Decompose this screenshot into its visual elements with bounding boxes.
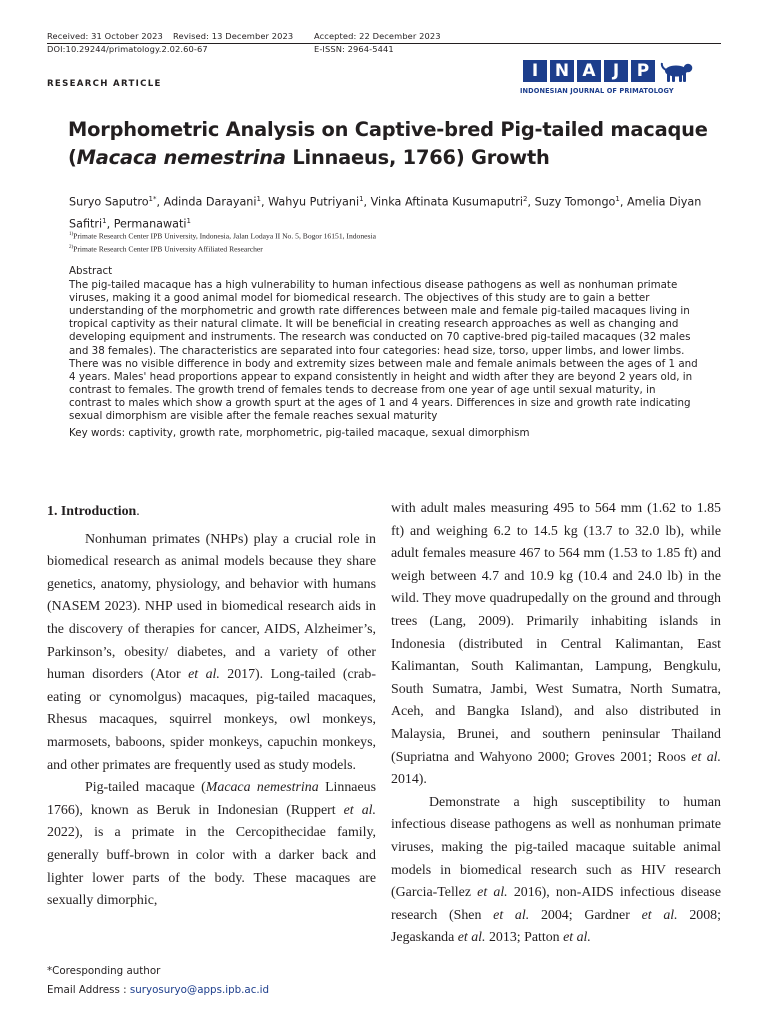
header-rule xyxy=(47,43,721,44)
doi[interactable]: DOI:10.29244/primatology.2.02.60-67 xyxy=(47,44,208,54)
journal-name: INDONESIAN JOURNAL OF PRIMATOLOGY xyxy=(520,87,674,95)
author: Suryo Saputro xyxy=(69,195,149,209)
logo-letter: I xyxy=(523,60,547,82)
paragraph-text: 2016), non-AIDS infectious disease research (Shen xyxy=(391,885,721,923)
corresponding-author-label: *Coresponding author xyxy=(47,965,161,977)
email-line xyxy=(47,981,269,1000)
body-column-left xyxy=(47,501,376,913)
citation-etal: et al. xyxy=(188,667,220,683)
paragraph-text: 2004; Gardner xyxy=(529,907,642,923)
citation-etal: et al. xyxy=(343,802,376,818)
email-link[interactable]: suryosuryo@apps.ipb.ac.id xyxy=(129,984,270,996)
author-affil-mark: 1 xyxy=(256,195,261,203)
email-label: Email Address : xyxy=(47,984,130,996)
accepted-date: Accepted: 22 December 2023 xyxy=(314,31,441,41)
citation-etal: et al. xyxy=(493,907,530,923)
citation-etal: et al. xyxy=(457,930,486,946)
paragraph xyxy=(391,792,721,950)
species-name: Macaca nemestrina xyxy=(205,780,319,796)
author-affil-mark: 1 xyxy=(615,195,620,203)
author: , Permanawati xyxy=(106,217,187,231)
title-line-2 xyxy=(68,144,728,172)
body-column-right xyxy=(391,498,721,950)
intro-heading: 1. Introduction xyxy=(47,504,137,519)
affiliation xyxy=(69,229,709,242)
section-heading xyxy=(47,501,376,524)
title-line-1: Morphometric Analysis on Captive-bred Pig-tailed macaque xyxy=(68,118,708,141)
eissn: E-ISSN: 2964-5441 xyxy=(314,44,394,54)
abstract-text: The pig-tailed macaque has a high vulnerability to human infectious disease pathogens as well as nonhuman primate viruses, making it a good animal model for biomedical research. The objectives of this study are to gain a better understanding of the morphometric and growth rate differences between male and female pig-tailed macaques living in tropical captivity as their natural climate. It will be beneficial in creating research approaches as well as changing and developing equipment and instruments. The research was conducted on 70 captive-bred pig-tailed macaques (32 males and 38 females). The characteristics are separated into four categories: head size, torso, upper limbs, and lower limbs. There was no visible difference in body and extremity sizes between male and female animals between the ages of 1 and 4 years. Males' head proportions appear to expand consistently in height and width after they are beyond 2 years old, in contrast to females. The growth trend of females tends to decrease from one year of age until sexual maturity, in contrast to males which show a growth spurt at the ages of 1 and 4 years. Differences in size and growth rate indicating sexual dimorphism are visible after the female reaches sexual maturity xyxy=(69,279,698,423)
journal-logo xyxy=(520,60,720,100)
author-affil-mark: 1 xyxy=(186,216,191,225)
affiliation-text: Primate Research Center IPB University Affiliated Researcher xyxy=(73,244,263,254)
logo-letter: P xyxy=(631,60,655,82)
author-affil-mark: 2 xyxy=(523,195,528,203)
revised-date: Revised: 13 December 2023 xyxy=(173,31,294,41)
paragraph-text: Nonhuman primates (NHPs) play a crucial role in biomedical research as animal models because they share genetics, anatomy, physiology, and behavior with humans (NASEM 2023). NHP used in biomedical research aids in the discovery of therapies for cancer, AIDS, Alzheimer’s, Parkinson’s, obesity/ diabetes, and a variety of other human disorders (Ator xyxy=(47,531,376,683)
citation-etal: et al. xyxy=(641,907,678,923)
logo-letter: N xyxy=(550,60,574,82)
affiliation xyxy=(69,242,709,255)
paragraph-text: 2017). Long-tailed (crab-eating or cynomolgus) macaques, pig-tailed macaques, Rhesus macaques, squirrel monkeys, owl monkeys, marmosets, baboons, spider monkeys, capuchin monkeys, and other primates are frequently used as study models. xyxy=(47,667,376,773)
paragraph-text: 2013; Patton xyxy=(485,930,564,946)
affiliations xyxy=(69,229,709,254)
author: , Suzy Tomongo xyxy=(527,195,616,209)
paragraph-text: Linnaeus 1766), known as Beruk in Indonesian (Ruppert xyxy=(47,780,376,818)
title-paren: ( xyxy=(68,146,77,169)
monkey-icon xyxy=(660,61,696,83)
author: , Amelia Diyan Safitri xyxy=(69,195,702,231)
author-list xyxy=(69,190,709,233)
abstract-heading: Abstract xyxy=(69,265,113,277)
paragraph-text: 2022), is a primate in the Cercopithecidae family, generally buff-brown in color with a darker back and lighter lower parts of the body. These macaques are sexually dimorphic, xyxy=(47,825,376,909)
logo-letter: A xyxy=(577,60,601,82)
citation-etal: et al. xyxy=(477,885,508,901)
affiliation-mark: 2) xyxy=(69,244,74,250)
author: , Adinda Darayani xyxy=(156,195,257,209)
title-rest: Linnaeus, 1766) Growth xyxy=(285,146,550,169)
author: , Wahyu Putriyani xyxy=(260,195,360,209)
species-name: Macaca nemestrina xyxy=(76,146,286,169)
logo-letter: J xyxy=(604,60,628,82)
citation-etal: et al. xyxy=(691,749,721,765)
article-title xyxy=(68,116,728,172)
citation-etal: et al. xyxy=(563,930,591,946)
abstract xyxy=(69,265,699,440)
paragraph-text: Pig-tailed macaque ( xyxy=(85,780,206,796)
paragraph-text: 2014). xyxy=(391,772,427,788)
author-affil-mark: 1* xyxy=(148,195,157,203)
paragraph-text: 2008; Jegaskanda xyxy=(391,907,721,946)
received-date: Received: 31 October 2023 xyxy=(47,31,163,41)
section-label: RESEARCH ARTICLE xyxy=(47,79,162,89)
author: , Vinka Aftinata Kusumaputri xyxy=(363,195,524,209)
author-affil-mark: 1 xyxy=(359,195,364,203)
keywords: Key words: captivity, growth rate, morphometric, pig-tailed macaque, sexual dimorphism xyxy=(69,427,530,440)
paragraph xyxy=(47,777,376,913)
paragraph xyxy=(391,498,721,792)
paragraph-text: with adult males measuring 495 to 564 mm (1.62 to 1.85 ft) and weighing 6.2 to 14.5 kg (13.7 to 32.0 lb), while adult females measure 467 to 564 mm (1.53 to 1.85 ft) and weigh between 4.7 and 10.9 kg (10.4 and 24.0 lb) in the wild. They move quadrupedally on the ground and through trees (Lang, 2009). Primarily inhabiting islands in Indonesia (distributed in Central Kalimantan, East Kalimantan, South Kalimantan, Lampung, Bengkulu, South Sumatra, Jambi, West Sumatra, North Sumatra, Aceh, and Bangka Island), and also distributed in Malaysia, Brunei, and southern peninsular Thailand (Supriatna and Wahyono 2000; Groves 2001; Roos xyxy=(391,501,721,765)
paragraph-text: Demonstrate a high susceptibility to human infectious disease pathogens as well as nonhuman primate viruses, making the pig-tailed macaque suitable animal models in biomedical research such as HIV research (Garcia-Tellez xyxy=(391,794,721,901)
author-affil-mark: 1 xyxy=(102,216,107,225)
paragraph xyxy=(47,529,376,778)
affiliation-text: Primate Research Center IPB University, Indonesia, Jalan Lodaya II No. 5, Bogor 16151, Indonesia xyxy=(73,231,376,241)
corresponding-footnote xyxy=(47,962,269,1000)
affiliation-mark: 1) xyxy=(69,232,74,237)
heading-period: . xyxy=(136,504,140,519)
